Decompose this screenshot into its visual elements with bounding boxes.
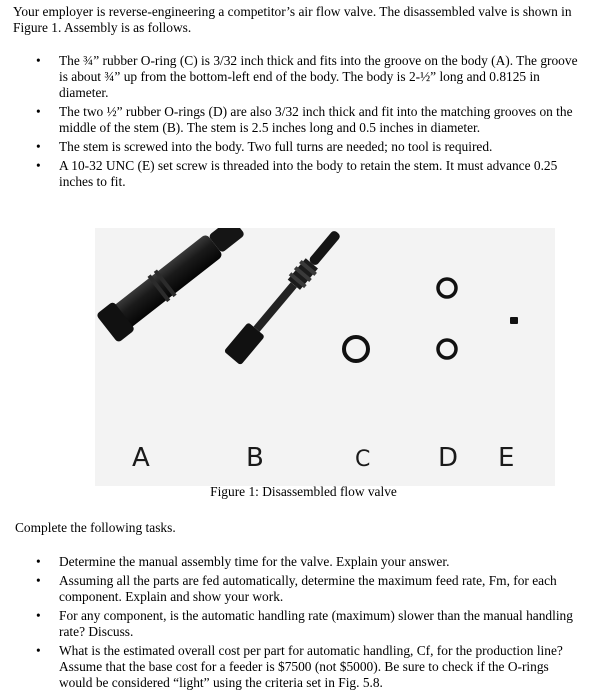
task-text: Assuming all the parts are fed automatically, determine the maximum feed rate, Fm, for each component. Explain and show your work.: [59, 573, 557, 604]
label-c: C: [355, 447, 371, 472]
label-e: E: [498, 443, 515, 473]
list-item: [36, 573, 581, 605]
bullet-icon: •: [36, 104, 41, 119]
task-text: For any component, is the automatic handling rate (maximum) slower than the manual handling rate? Discuss.: [59, 608, 573, 639]
label-a: A: [132, 443, 150, 473]
tasks-list: [36, 554, 581, 694]
bullet-icon: •: [36, 53, 41, 68]
task-text: Determine the manual assembly time for the valve. Explain your answer.: [59, 554, 450, 569]
list-item: [36, 608, 581, 640]
bullet-icon: •: [36, 608, 41, 623]
label-b: B: [246, 443, 264, 473]
bullet-icon: •: [36, 573, 41, 588]
intro-paragraph: Your employer is reverse-engineering a competitor’s air flow valve. The disassembled valve is shown in Figure 1. Assembly is as follows.: [13, 4, 572, 35]
assembly-step-text: A 10-32 UNC (E) set screw is threaded into the body to retain the stem. It must advance 0.25 inches to fit.: [59, 158, 558, 189]
bullet-icon: •: [36, 643, 41, 658]
task-text: What is the estimated overall cost per part for automatic handling, Cf, for the production line? Assume that the base cost for a feeder is $7500 (not $5000). Be sure to check if the O-rings would be considered “light” using the criteria set in Fig. 5.8.: [59, 643, 563, 690]
list-item: [36, 554, 581, 570]
assembly-step-text: The ¾” rubber O-ring (C) is 3/32 inch thick and fits into the groove on the body (A). The groove is about ¾” up from the bottom-left end of the body. The body is 2-½” long and 0.8125 in diameter.: [59, 53, 578, 100]
tasks-heading: Complete the following tasks.: [15, 520, 176, 535]
figure-caption: Figure 1: Disassembled flow valve: [210, 484, 397, 499]
list-item: [36, 643, 581, 691]
bullet-icon: •: [36, 158, 41, 173]
assembly-step-text: The stem is screwed into the body. Two full turns are needed; no tool is required.: [59, 139, 493, 154]
assembly-step-text: The two ½” rubber O-rings (D) are also 3/32 inch thick and fit into the matching grooves on the middle of the stem (B). The stem is 2.5 inches long and 0.5 inches in diameter.: [59, 104, 573, 135]
label-d: D: [438, 443, 459, 473]
bullet-icon: •: [36, 554, 41, 569]
bullet-icon: •: [36, 139, 41, 154]
